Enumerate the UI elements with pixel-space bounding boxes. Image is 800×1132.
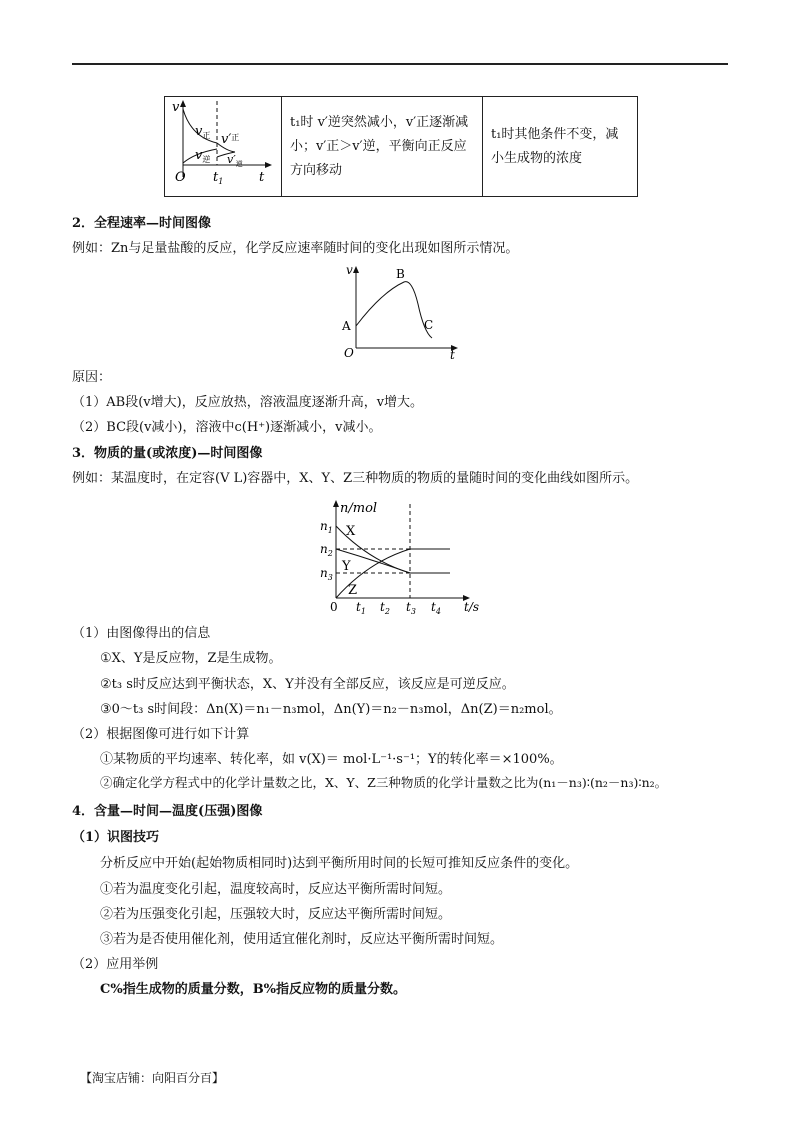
- t4-label: $t_4$: [431, 600, 441, 616]
- reason-1: （1）AB段(v增大)，反应放热，溶液温度逐渐升高，v增大。: [72, 395, 424, 410]
- label-v-zheng-prime: $v'^正$: [221, 132, 240, 147]
- section3-heading: 3．物质的量(或浓度)—时间图像: [72, 446, 263, 461]
- point-b-label: B: [396, 267, 405, 281]
- section2-heading: 2．全程速率—时间图像: [72, 216, 212, 231]
- desc-line-3: 方向移动: [290, 162, 343, 178]
- t3-label: $t_3$: [406, 600, 416, 616]
- calc-2: ②确定化学方程式中的化学计量数之比，X、Y、Z三种物质的化学计量数之比为(n₁－n₃)∶(n₂－n₃)∶n₂。: [100, 775, 668, 790]
- axis-t: t: [450, 348, 455, 362]
- section2-example: 例如：Zn与足量盐酸的反应，化学反应速率随时间的变化出现如图所示情况。: [72, 241, 519, 256]
- desc-line-1: t₁时 v′逆突然减小，v′正逐渐减: [290, 114, 469, 130]
- t1-label: $t_1$: [213, 170, 224, 186]
- section4-heading: 4．含量—时间—温度(压强)图像: [72, 804, 263, 819]
- label-v-ni-prime: $v'_逆$: [227, 153, 243, 168]
- t1-label: $t_1$: [356, 600, 366, 616]
- calc-1: ①某物质的平均速率、转化率，如 v(X)＝ mol·L⁻¹·s⁻¹；Y的转化率＝×100%。: [100, 752, 563, 767]
- origin-label: O: [175, 170, 186, 185]
- section3-example: 例如：某温度时，在定容(V L)容器中，X、Y、Z三种物质的物质的量随时间的变化曲线如图所示。: [72, 471, 639, 486]
- label-v-zheng: $v_正$: [195, 124, 211, 140]
- footer-shop: 【淘宝店铺：向阳百分百】: [80, 1071, 225, 1085]
- reason-2: （2）BC段(v减小)，溶液中c(H⁺)逐渐减小，v减小。: [72, 420, 382, 435]
- point-a-label: A: [342, 319, 351, 333]
- skill-1: ①若为温度变化引起，温度较高时，反应达平衡所需时间短。: [100, 882, 452, 897]
- cond-line-1: t₁时其他条件不变，减: [491, 126, 619, 142]
- skill-2: ②若为压强变化引起，压强较大时，反应达平衡所需时间短。: [100, 907, 452, 922]
- series-z-label: Z: [348, 583, 358, 598]
- n1-label: $n_1$: [320, 519, 333, 535]
- amount-time-graph: [318, 490, 488, 616]
- n2-label: $n_2$: [320, 542, 333, 558]
- origin-label: O: [344, 346, 354, 360]
- example-note: C%指生成物的质量分数，B%指反应物的质量分数。: [100, 982, 407, 997]
- table-condition-cell: [483, 97, 638, 197]
- origin-label: 0: [330, 600, 338, 614]
- axis-v: v: [346, 263, 353, 277]
- label-v-ni: $v_逆$: [195, 148, 211, 164]
- reason-label: 原因：: [72, 370, 112, 385]
- point-c-label: C: [424, 318, 434, 332]
- skill-heading: （1）识图技巧: [72, 830, 160, 845]
- info-1: ①X、Y是反应物，Z是生成物。: [100, 651, 282, 666]
- skill-intro: 分析反应中开始(起始物质相同时)达到平衡所用时间的长短可推知反应条件的变化。: [100, 856, 579, 871]
- table-description-cell: [282, 97, 483, 197]
- info-2: ②t₃ s时反应达到平衡状态，X、Y并没有全部反应，该反应是可逆反应。: [100, 677, 515, 692]
- info-3: ③0～t₃ s时间段：Δn(X)＝n₁－n₃mol，Δn(Y)＝n₂－n₃mol，Δn(Z)＝n₂mol。: [100, 702, 562, 717]
- desc-line-2: 小；v′正＞v′逆，平衡向正反应: [290, 138, 467, 154]
- rate-table: [164, 96, 638, 197]
- n3-label: $n_3$: [320, 566, 333, 582]
- cond-line-2: 小生成物的浓度: [491, 150, 583, 166]
- y-axis-label: n/mol: [340, 501, 378, 516]
- t2-label: $t_2$: [380, 600, 390, 616]
- x-axis-label: t/s: [464, 600, 480, 614]
- example-heading: （2）应用举例: [72, 957, 159, 972]
- series-x-label: X: [346, 524, 356, 539]
- zn-rate-graph: [336, 262, 466, 362]
- rate-graph-small: [165, 97, 281, 187]
- axis-v: v: [172, 100, 180, 115]
- table-graph-cell: [165, 97, 282, 197]
- calc-heading: （2）根据图像可进行如下计算: [72, 727, 250, 742]
- series-y-label: Y: [342, 559, 351, 574]
- header-rule: [72, 63, 728, 65]
- info-heading: （1）由图像得出的信息: [72, 626, 211, 641]
- axis-t: t: [259, 170, 265, 185]
- skill-3: ③若为是否使用催化剂，使用适宜催化剂时，反应达平衡所需时间短。: [100, 932, 504, 947]
